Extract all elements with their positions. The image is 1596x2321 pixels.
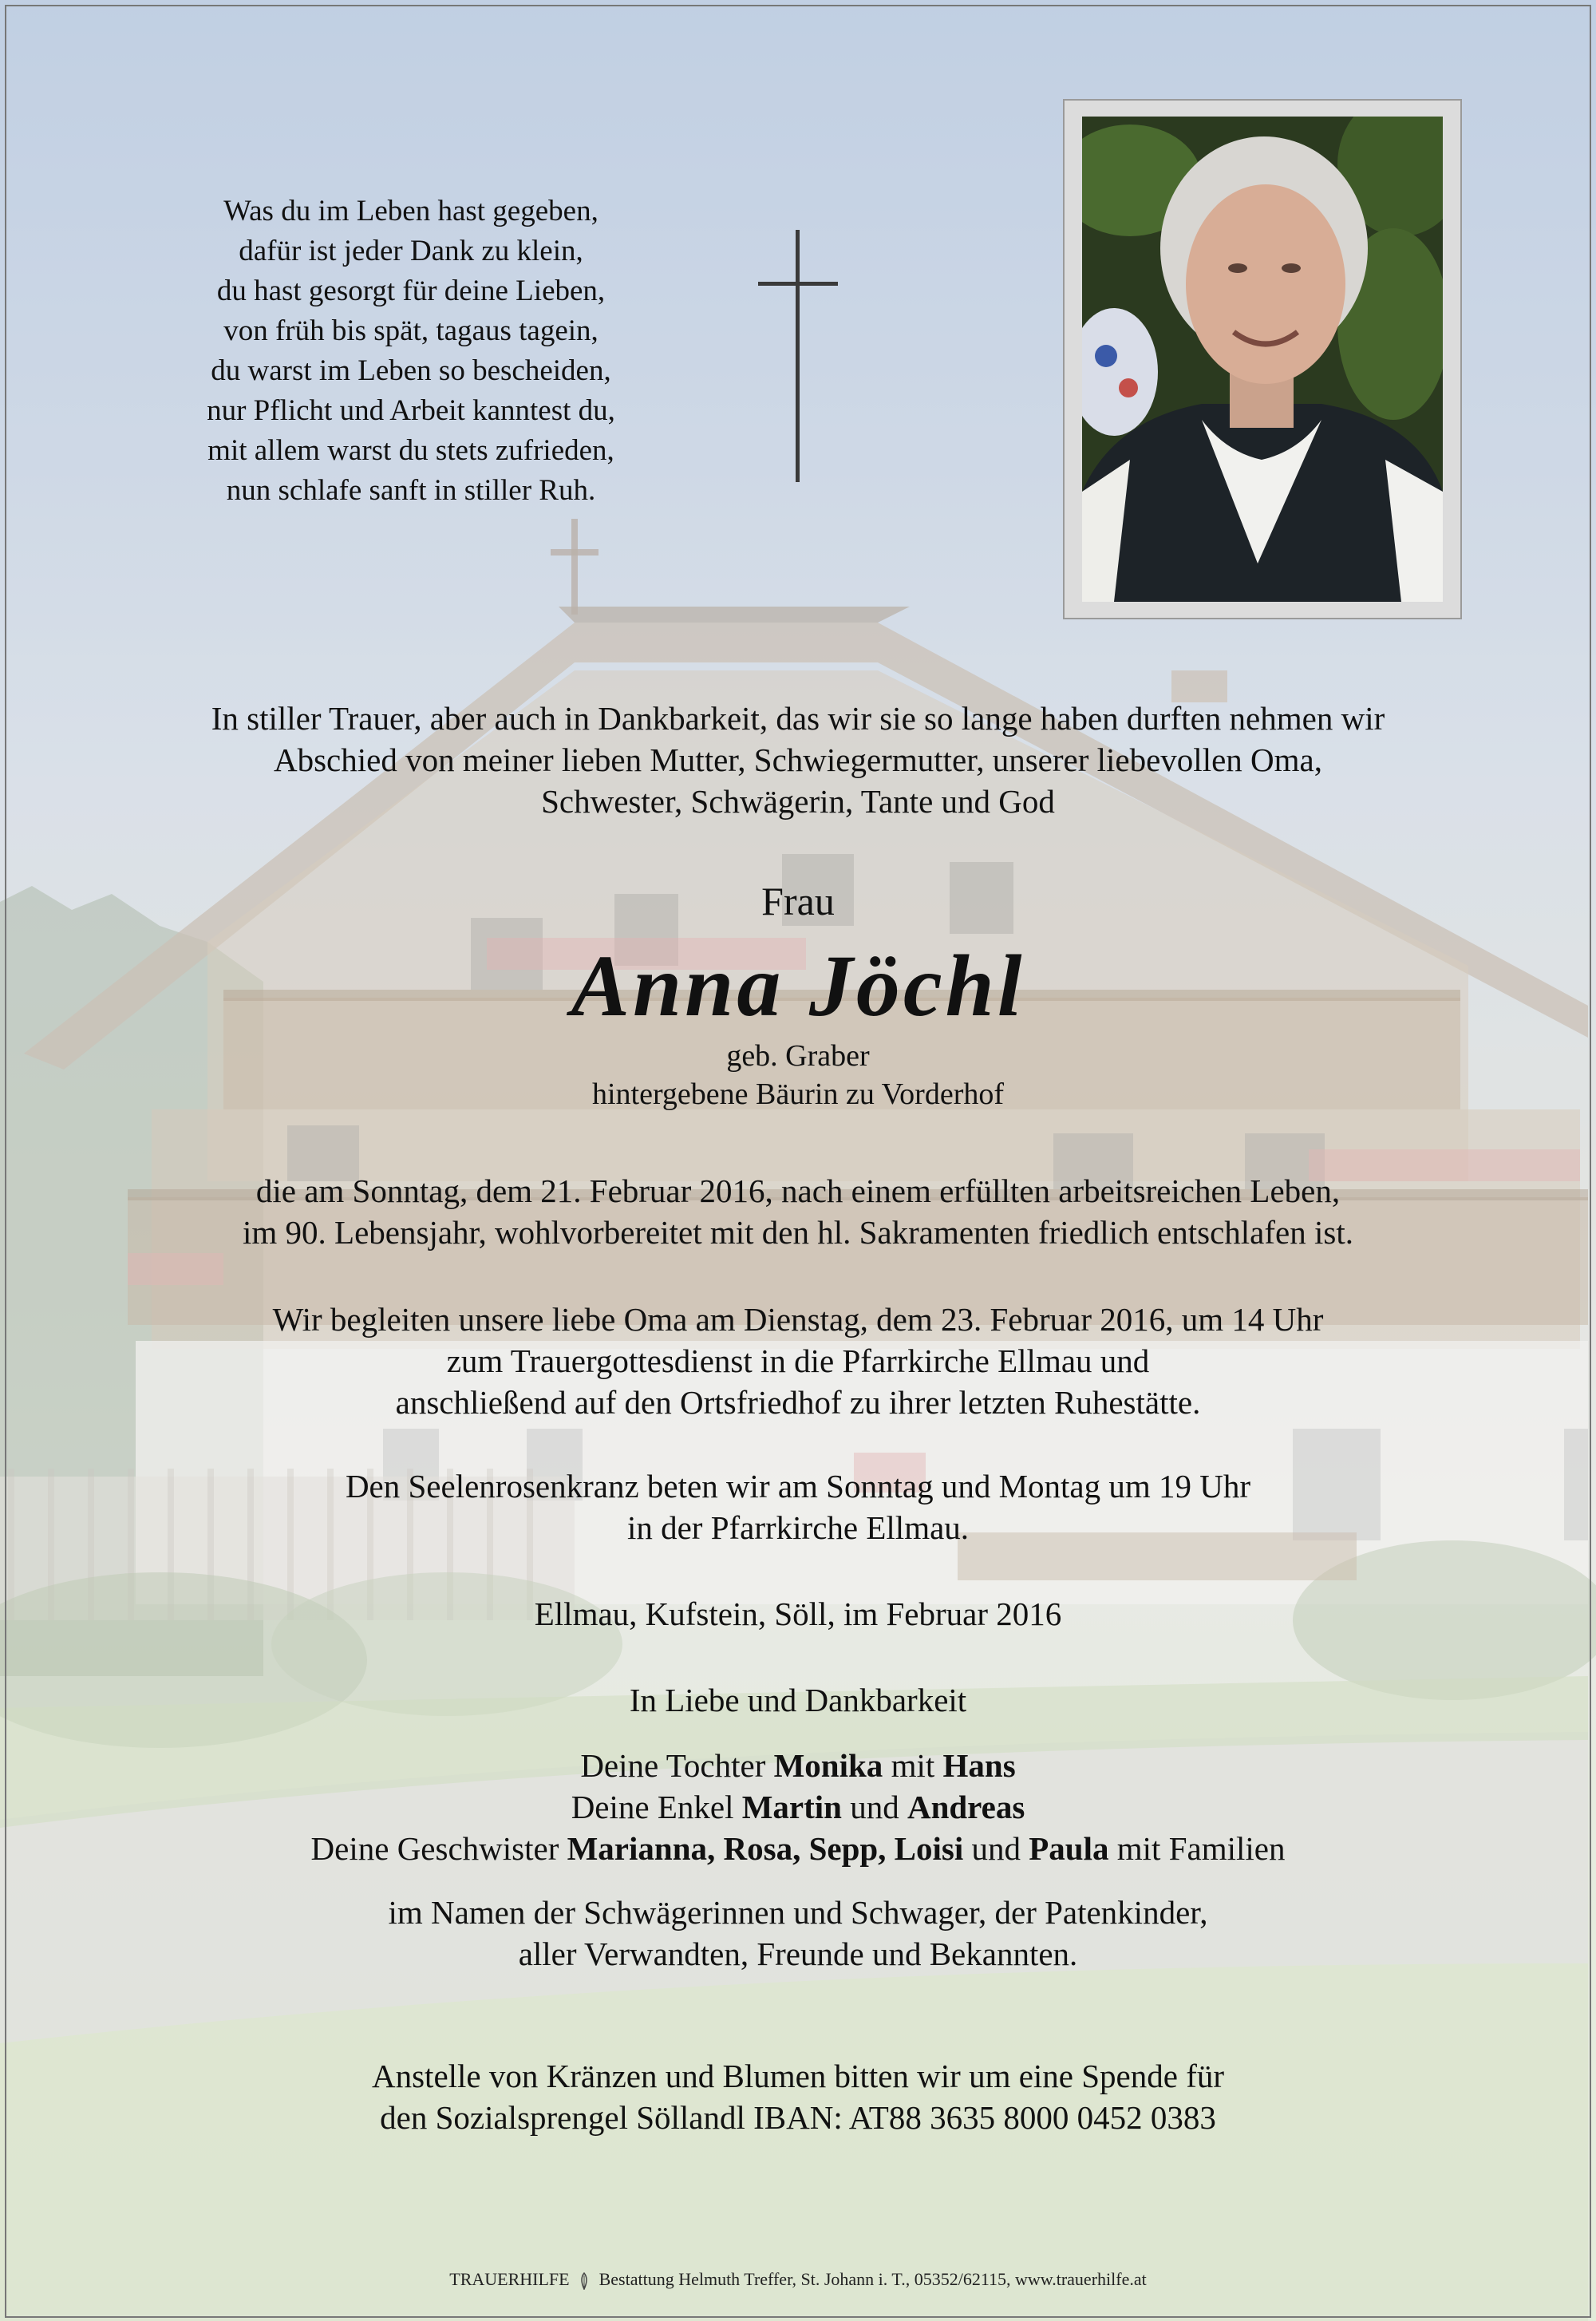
mourner-name: Paula: [1029, 1830, 1109, 1867]
deceased-details: [0, 1037, 1596, 1113]
poem-line: mit allem warst du stets zufrieden,: [207, 434, 614, 467]
donation-line: den Sozialsprengel Söllandl IBAN: AT88 3635 8000 0452 0383: [380, 2099, 1216, 2136]
mourner-line-grandchildren: [0, 1786, 1596, 1828]
leaf-logo-icon: [579, 2272, 590, 2290]
rosary-line: in der Pfarrkirche Ellmau.: [626, 1509, 970, 1546]
closing-text: In Liebe und Dankbarkeit: [629, 1682, 967, 1718]
footer: [0, 2269, 1596, 2290]
funeral-line: Wir begleiten unsere liebe Oma am Dienstag, dem 23. Februar 2016, um 14 Uhr: [272, 1301, 1324, 1338]
death-line: im 90. Lebensjahr, wohlvorbereitet mit den hl. Sakramenten friedlich entschlafen ist.: [243, 1214, 1353, 1251]
funeral-line: zum Trauergottesdienst in die Pfarrkirche Ellmau und: [446, 1342, 1150, 1379]
funeral-line: anschließend auf den Ortsfriedhof zu ihrer letzten Ruhestätte.: [395, 1384, 1201, 1421]
extended-line: im Namen der Schwägerinnen und Schwager, der Patenkinder,: [388, 1894, 1208, 1931]
mourner-line-daughter: [0, 1745, 1596, 1786]
mourner-line-siblings: [0, 1828, 1596, 1869]
mourners-list: [0, 1745, 1596, 1869]
mourner-prefix: Deine Geschwister: [310, 1830, 559, 1867]
mourner-name: Monika: [773, 1747, 883, 1784]
poem-line: du warst im Leben so bescheiden,: [211, 354, 611, 387]
footer-brand: TRAUERHILFE: [449, 2269, 570, 2289]
mourner-prefix: Deine Tochter: [580, 1747, 766, 1784]
portrait-photo: [1082, 117, 1443, 602]
portrait-frame: [1063, 99, 1462, 619]
deceased-title: hintergebene Bäurin zu Vorderhof: [591, 1077, 1005, 1111]
mourner-name: Andreas: [907, 1789, 1025, 1825]
intro-line: Abschied von meiner lieben Mutter, Schwiegermutter, unserer liebevollen Oma,: [273, 741, 1322, 778]
intro-text: [0, 698, 1596, 822]
poem-line: dafür ist jeder Dank zu klein,: [239, 235, 583, 267]
poem-line: von früh bis spät, tagaus tagein,: [223, 314, 598, 347]
donation-line: Anstelle von Kränzen und Blumen bitten wir um eine Spende für: [371, 2058, 1225, 2094]
death-notice: [0, 1170, 1596, 1253]
rosary-notice: [0, 1465, 1596, 1548]
donation-request: [0, 2055, 1596, 2138]
mourner-prefix: Deine Enkel: [571, 1789, 734, 1825]
funeral-notice: [0, 1299, 1596, 1423]
closing-line: [0, 1679, 1596, 1721]
birth-name: geb. Graber: [726, 1039, 870, 1073]
intro-line: In stiller Trauer, aber auch in Dankbarkeit, das wir sie so lange haben durften nehmen wir: [211, 700, 1385, 737]
mourner-name: Martin: [741, 1789, 842, 1825]
place-date-text: Ellmau, Kufstein, Söll, im Februar 2016: [534, 1595, 1062, 1632]
mourner-name: Hans: [942, 1747, 1016, 1784]
rosary-line: Den Seelenrosenkranz beten wir am Sonntag und Montag um 19 Uhr: [345, 1468, 1251, 1504]
extended-mourners: [0, 1892, 1596, 1975]
extended-line: aller Verwandten, Freunde und Bekannten.: [518, 1935, 1078, 1972]
poem-line: Was du im Leben hast gegeben,: [223, 195, 598, 227]
poem-line: du hast gesorgt für deine Lieben,: [216, 275, 606, 307]
mourner-joiner: und: [971, 1830, 1021, 1867]
mourner-name: Marianna, Rosa, Sepp, Loisi: [567, 1830, 964, 1867]
mourner-suffix: mit Familien: [1116, 1830, 1286, 1867]
deceased-name: Anna Jöchl: [571, 937, 1025, 1034]
place-date: [0, 1593, 1596, 1635]
poem-line: nun schlafe sanft in stiller Ruh.: [226, 474, 596, 507]
mourner-joiner: mit: [891, 1747, 935, 1784]
memorial-poem: [96, 192, 726, 511]
intro-line: Schwester, Schwägerin, Tante und God: [541, 783, 1055, 820]
salutation: Frau: [761, 879, 835, 923]
mourner-joiner: und: [850, 1789, 899, 1825]
death-line: die am Sonntag, dem 21. Februar 2016, nach einem erfüllten arbeitsreichen Leben,: [255, 1172, 1341, 1209]
footer-text: Bestattung Helmuth Treffer, St. Johann i. T., 05352/62115, www.trauerhilfe.at: [598, 2269, 1147, 2289]
poem-line: nur Pflicht und Arbeit kanntest du,: [207, 394, 615, 427]
